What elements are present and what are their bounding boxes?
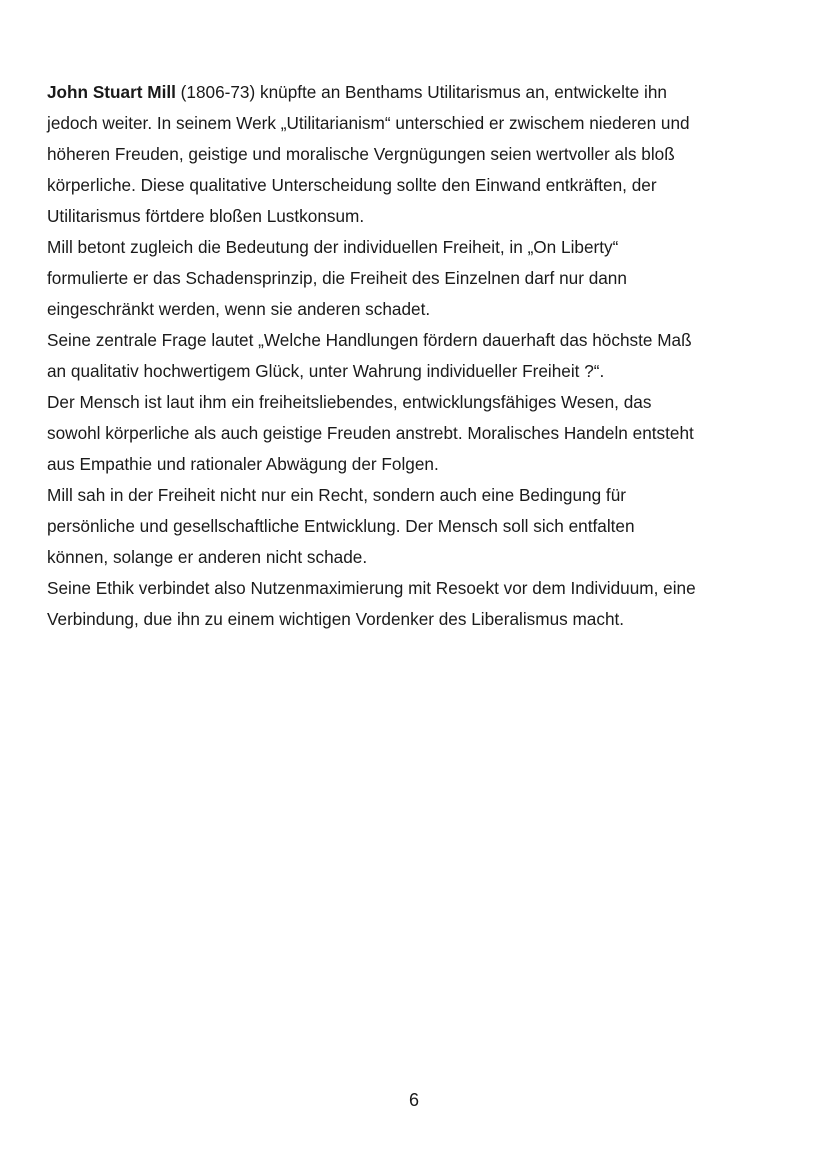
text-line: Mill betont zugleich die Bedeutung der individuellen Freiheit, in „On Liberty“: [47, 237, 619, 257]
text-line: sowohl körperliche als auch geistige Freuden anstrebt. Moralisches Handeln entsteht: [47, 423, 694, 443]
text-line: formulierte er das Schadensprinzip, die Freiheit des Einzelnen darf nur dann: [47, 268, 627, 288]
body-text: [47, 77, 787, 635]
text-line: Utilitarismus förtdere bloßen Lustkonsum.: [47, 206, 365, 226]
text-line: aus Empathie und rationaler Abwägung der Folgen.: [47, 454, 439, 474]
text-line: Mill sah in der Freiheit nicht nur ein Recht, sondern auch eine Bedingung für: [47, 485, 626, 505]
text-line: können, solange er anderen nicht schade.: [47, 547, 368, 567]
text-line: persönliche und gesellschaftliche Entwicklung. Der Mensch soll sich entfalten: [47, 516, 635, 536]
text-line: körperliche. Diese qualitative Unterscheidung sollte den Einwand entkräften, der: [47, 175, 657, 195]
text-line: eingeschränkt werden, wenn sie anderen schadet.: [47, 299, 431, 319]
text-line: jedoch weiter. In seinem Werk „Utilitarianism“ unterschied er zwischem niederen und: [47, 113, 690, 133]
text-span: (1806-73) knüpfte an Benthams Utilitarismus an, entwickelte ihn: [175, 82, 667, 102]
text-line: Seine zentrale Frage lautet „Welche Handlungen fördern dauerhaft das höchste Maß: [47, 330, 692, 350]
text-line: höheren Freuden, geistige und moralische Vergnügungen seien wertvoller als bloß: [47, 144, 675, 164]
text-line: Seine Ethik verbindet also Nutzenmaximierung mit Resoekt vor dem Individuum, eine: [47, 578, 696, 598]
text-line: Verbindung, due ihn zu einem wichtigen Vordenker des Liberalismus macht.: [47, 609, 625, 629]
text-line: [47, 77, 787, 108]
text-line: Der Mensch ist laut ihm ein freiheitsliebendes, entwicklungsfähiges Wesen, das: [47, 392, 652, 412]
page-number: 6: [408, 1090, 419, 1110]
author-name: John Stuart Mill: [47, 82, 176, 102]
text-line: an qualitativ hochwertigem Glück, unter Wahrung individueller Freiheit ?“.: [47, 361, 605, 381]
